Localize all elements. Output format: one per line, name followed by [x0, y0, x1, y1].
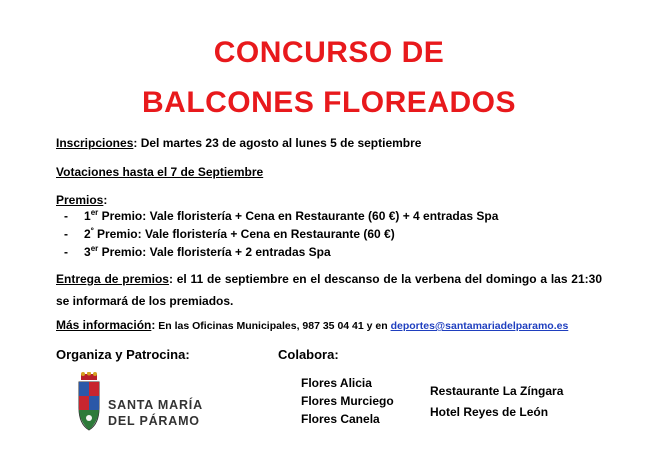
prize-number: 3: [84, 245, 91, 259]
entrega-text: : el 11 de septiembre en el descanso de la verbena del domingo a las 21:30 se informará de los premiados.: [56, 272, 602, 308]
organiza-label: Organiza y Patrocina:: [56, 347, 190, 362]
mas-info-line: [56, 318, 568, 332]
entrega-paragraph: [56, 268, 602, 312]
santa-maria-logo: [76, 372, 216, 434]
prize-dash: -: [64, 209, 68, 223]
title-line-1: CONCURSO DE: [213, 36, 445, 69]
inscripciones-text: : Del martes 23 de agosto al lunes 5 de septiembre: [133, 136, 422, 150]
colabora-label: Colabora:: [278, 347, 339, 362]
prize-text: Premio: Vale floristería + Cena en Restaurante (60 €) + 4 entradas Spa: [98, 209, 499, 223]
logo-text-line-1: SANTA MARÍA: [108, 398, 203, 412]
prize-text: Premio: Vale floristería + 2 entradas Spa: [98, 245, 331, 259]
prize-number: 1: [84, 209, 91, 223]
prize-text: Premio: Vale floristería + Cena en Restaurante (60 €): [93, 227, 395, 241]
inscripciones-line: [56, 136, 421, 150]
mas-info-label: Más información: [56, 318, 152, 332]
email-link[interactable]: deportes@santamariadelparamo.es: [390, 320, 569, 332]
inscripciones-label: Inscripciones: [56, 136, 134, 150]
premios-label: Premios: [56, 193, 104, 207]
prize-number: 2: [84, 227, 91, 241]
premios-heading: [56, 193, 107, 207]
prize-item-3: [64, 245, 331, 259]
mas-info-text: En las Oficinas Municipales, 987 35 04 41 y en: [155, 320, 391, 332]
coat-of-arms-icon: [76, 372, 102, 432]
sponsor-flores-canela: Flores Canela: [301, 412, 380, 426]
sponsor-restaurante-zingara: Restaurante La Zíngara: [430, 384, 564, 398]
votaciones-line: Votaciones hasta el 7 de Septiembre: [56, 165, 264, 179]
prize-dash: -: [64, 227, 68, 241]
prize-item-2: [64, 227, 395, 241]
sponsor-hotel-reyes: Hotel Reyes de León: [430, 405, 549, 419]
prize-ordinal: er: [90, 208, 99, 217]
sponsor-flores-murciego: Flores Murciego: [301, 394, 394, 408]
title-line-2: BALCONES FLOREADOS: [141, 86, 516, 119]
prize-item-1: [64, 209, 498, 223]
entrega-label: Entrega de premios: [56, 272, 169, 286]
logo-text-line-2: DEL PÁRAMO: [108, 414, 200, 428]
prize-ordinal: º: [90, 226, 94, 235]
prize-dash: -: [64, 245, 68, 259]
mas-info-suffix: :: [151, 318, 156, 332]
premios-suffix: :: [103, 193, 108, 207]
sponsor-flores-alicia: Flores Alicia: [301, 376, 372, 390]
prize-ordinal: er: [90, 244, 99, 253]
